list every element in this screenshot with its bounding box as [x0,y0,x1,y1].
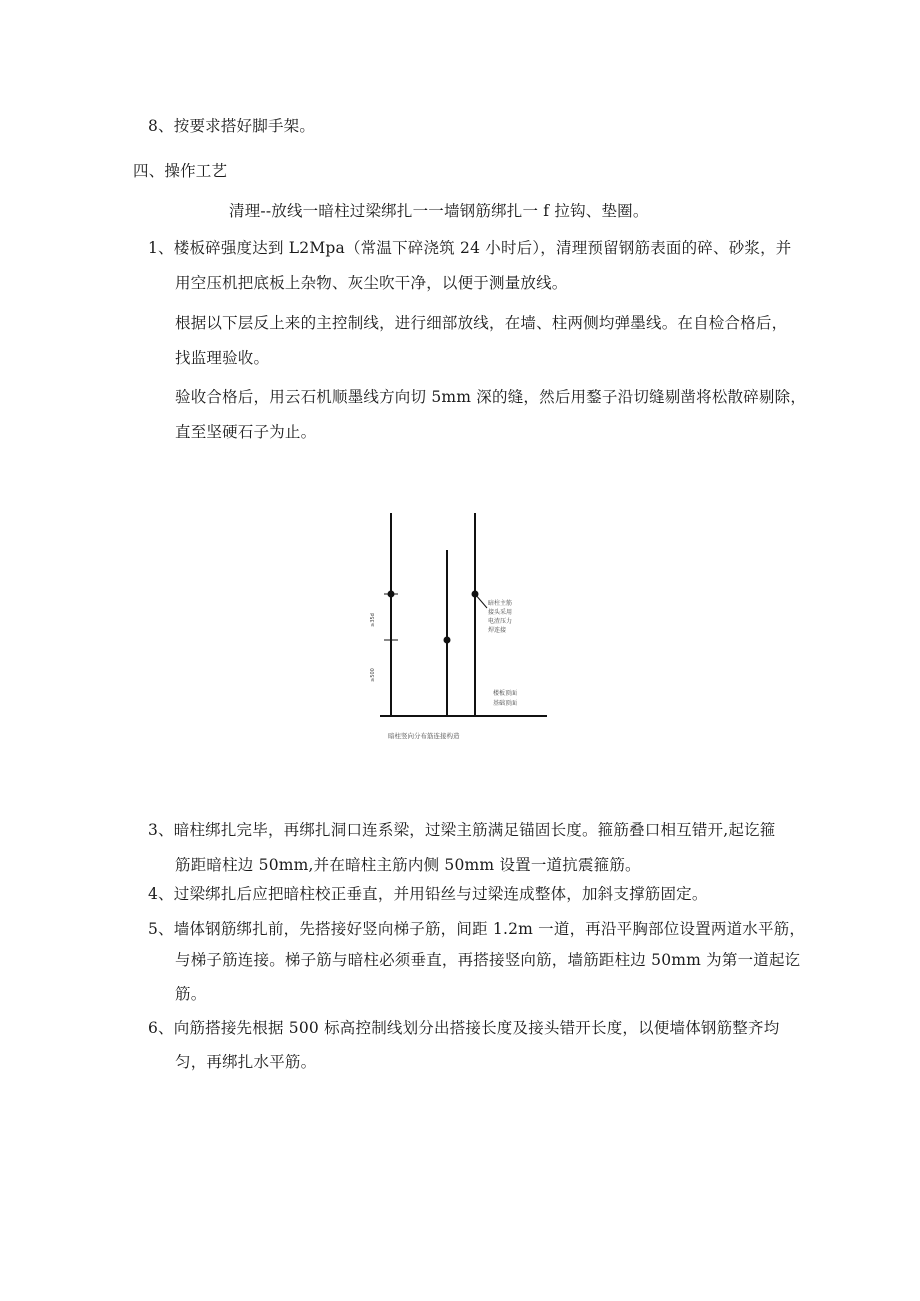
paragraph-layout-line-2: 找监理验收。 [175,349,270,367]
item-1-line-2: 用空压机把底板上杂物、灰尘吹干净，以便于测量放线。 [175,274,568,292]
annotation-line-1: 暗柱主筋 [488,600,513,607]
floor-label-2: 基础顶面 [493,700,518,707]
process-flow: 清理--放线一暗柱过梁绑扎一一墙钢筋绑扎一 f 拉钩、垫圈。 [229,202,649,220]
dim-lower-label: ≥500 [370,668,376,682]
item-1-line-1: 1、楼板碎强度达到 L2Mpa（常温下碎浇筑 24 小时后），清理预留钢筋表面的碎、砂浆，并 [148,239,792,257]
paragraph-cutting-line-1: 验收合格后，用云石机顺墨线方向切 5mm 深的缝，然后用鍪子沿切缝剔凿将松散碎剔除， [175,388,807,406]
item-5-line-1: 5、墙体钢筋绑扎前，先搭接好竖向梯子筋，间距 1.2m 一道，再沿平胸部位设置两道水平筋， [148,920,806,938]
dim-upper-label: ≥35d [370,613,376,627]
item-5-line-3: 筋。 [175,985,207,1003]
annotation-line-3: 电渣压力 [488,618,513,625]
item-5-line-2: 与梯子筋连接。梯子筋与暗柱必须垂直，再搭接竖向筋，墙筋距柱边 50mm 为第一道起讫 [175,951,801,969]
paragraph-layout-line-1: 根据以下层反上来的主控制线，进行细部放线，在墙、柱两侧均弹墨线。在自检合格后， [175,314,788,332]
paragraph-cutting-line-2: 直至坚硬石子为止。 [175,423,317,441]
rebar-connection-figure [360,505,560,750]
figure-caption: 暗柱竖向分布筋连接构造 [388,732,460,740]
item-3-line-2: 筋距暗柱边 50mm,并在暗柱主筋内侧 50mm 设置一道抗震箍筋。 [175,856,641,874]
item-3-line-1: 3、暗柱绑扎完毕，再绑扎洞口连系梁，过梁主筋满足锚固长度。箍筋叠口相互错开,起讫箍 [148,821,776,839]
item-4: 4、过梁绑扎后应把暗柱校正垂直，并用铅丝与过梁连成整体，加斜支撑筋固定。 [148,885,708,903]
annotation-line-2: 接头采用 [488,609,513,616]
joint-middle [444,637,451,644]
floor-label-1: 楼板顶面 [493,690,518,697]
section-heading-process: 四、操作工艺 [133,162,228,180]
item-6-line-2: 匀，再绑扎水平筋。 [175,1053,317,1071]
item-8-scaffold: 8、按要求搭好脚手架。 [148,117,316,135]
annotation-line-4: 焊连接 [488,627,507,634]
item-6-line-1: 6、向筋搭接先根据 500 标高控制线划分出搭接长度及接头错开长度，以便墙体钢筋整齐均 [148,1019,780,1037]
